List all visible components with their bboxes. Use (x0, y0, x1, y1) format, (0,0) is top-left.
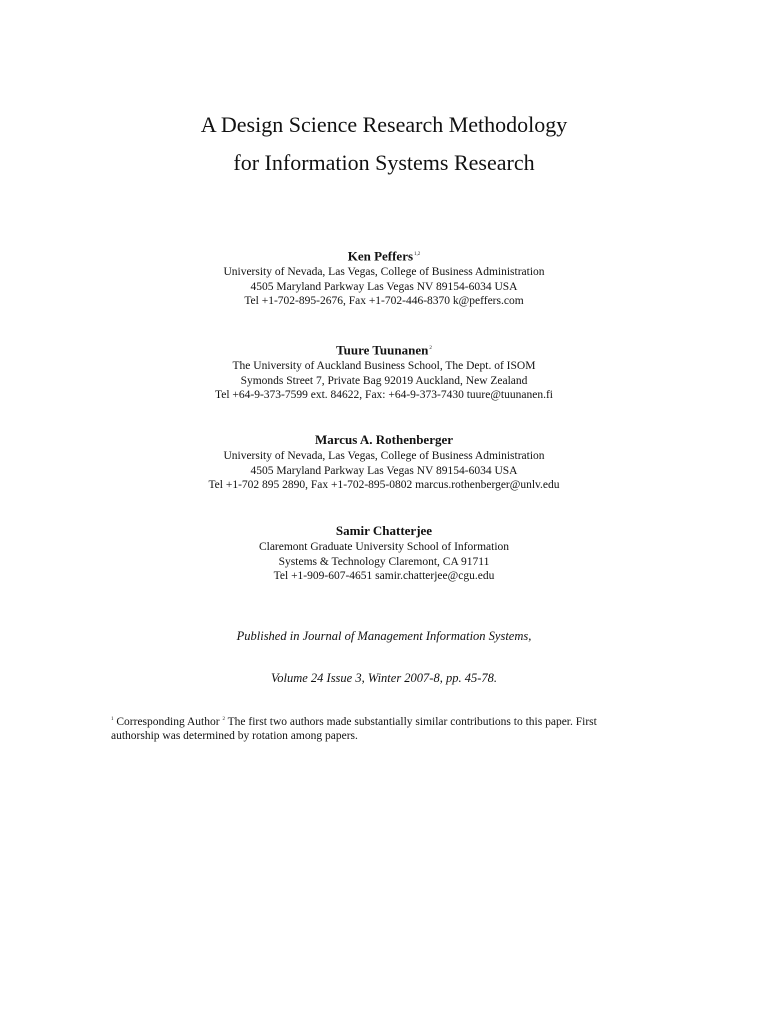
author-address: Systems & Technology Claremont, CA 91711 (278, 555, 490, 568)
author-name: Marcus A. Rothenberger (314, 432, 454, 447)
paper-title-line-1: A Design Science Research Methodology (200, 112, 568, 137)
footnote-marker-2: 2 (222, 717, 225, 722)
paper-title-line-2: for Information Systems Research (233, 150, 535, 175)
author-name: Samir Chatterjee (335, 523, 433, 538)
author-affiliation: The University of Auckland Business School, The Dept. of ISOM (232, 360, 536, 373)
author-contact: Tel +1-702 895 2890, Fax +1-702-895-0802 marcus.rothenberger@unlv.edu (208, 479, 560, 491)
publication-volume: Volume 24 Issue 3, Winter 2007-8, pp. 45-78. (270, 671, 498, 685)
author-address: Symonds Street 7, Private Bag 92019 Auckland, New Zealand (240, 374, 528, 387)
author-contact: Tel +1-909-607-4651 samir.chatterjee@cgu.edu (273, 570, 495, 582)
footnote-contribution-note: The first two authors made substantially similar contributions to this paper. First authorship was determined by rotation among papers. (111, 715, 597, 743)
author-name: Tuure Tuunanen$^2$ (336, 342, 432, 358)
footnote-corresponding-author: Corresponding Author (116, 715, 220, 728)
author-contact: Tel +64-9-373-7599 ext. 84622, Fax: +64-9-373-7430 tuure@tuunanen.fi (215, 389, 553, 402)
author-affiliation: University of Nevada, Las Vegas, College of Business Administration (223, 266, 545, 279)
author-superscript: 1,2 (414, 252, 421, 257)
footnote-marker-1: 1 (111, 717, 114, 722)
author-contact: Tel +1-702-895-2676, Fax +1-702-446-8370 k@peffers.com (244, 295, 524, 308)
author-block-chatterjee (0, 523, 768, 584)
author-address: 4505 Maryland Parkway Las Vegas NV 89154-6034 USA (250, 464, 518, 477)
author-superscript: 2 (429, 346, 432, 351)
author-affiliation: Claremont Graduate University School of Information (258, 541, 510, 553)
author-affiliation: University of Nevada, Las Vegas, College of Business Administration (223, 450, 545, 462)
author-address: 4505 Maryland Parkway Las Vegas NV 89154-6034 USA (250, 280, 518, 293)
author-block-rothenberger (0, 432, 768, 493)
author-name: Ken Peffers$^{1,2}$ (347, 248, 421, 264)
author-block-peffers (0, 247, 768, 309)
publication-journal: Published in Journal of Management Information Systems, (236, 629, 532, 643)
author-block-tuunanen (0, 341, 768, 403)
footnote (111, 713, 641, 744)
